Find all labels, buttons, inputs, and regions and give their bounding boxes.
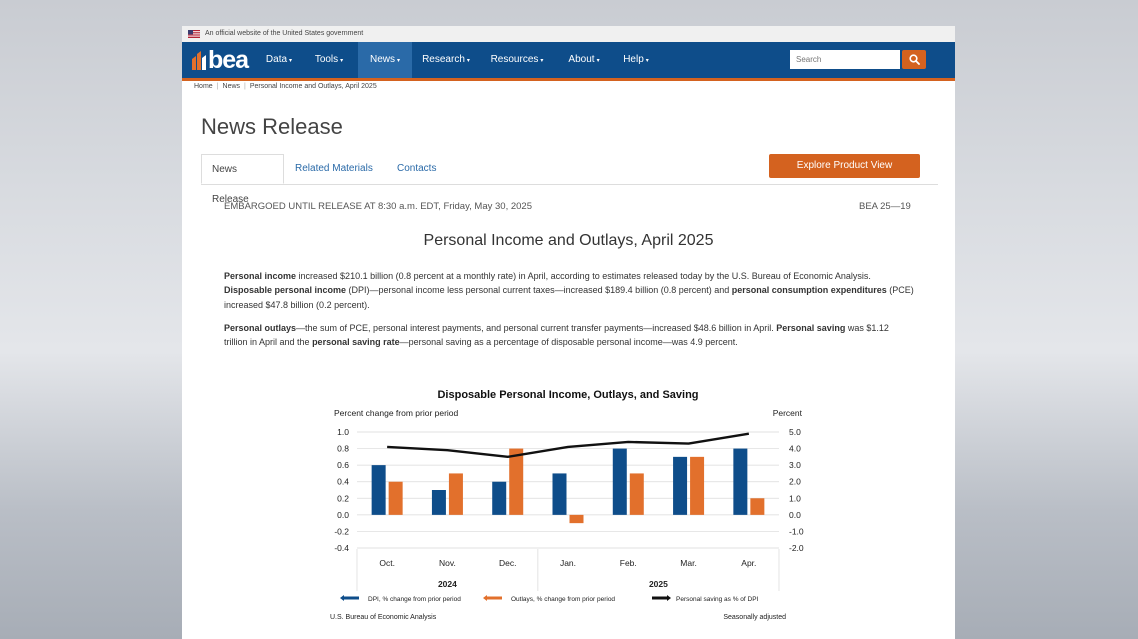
legend-arrow-icon xyxy=(483,595,487,601)
y-tick-right: -1.0 xyxy=(789,526,804,537)
nav-tools-label: Tools xyxy=(314,54,339,65)
x-tick-label: Nov. xyxy=(438,558,456,568)
y-tick-right: 0.0 xyxy=(789,509,801,520)
line-personal-saving-rate xyxy=(387,434,749,457)
nav-help-label: Help xyxy=(623,54,644,65)
bea-logo-mark-icon xyxy=(190,50,208,70)
bar-dpi xyxy=(673,457,687,515)
bar-dpi xyxy=(553,473,567,514)
nav-about[interactable] xyxy=(560,42,608,78)
text-segment: —the sum of PCE, personal interest payments, and personal current transfer payments—increased $48.6 billion in April. xyxy=(296,323,777,333)
y-tick-left: 0.8 xyxy=(337,443,349,454)
summary-paragraph-outlays xyxy=(224,321,914,350)
y-tick-right: 4.0 xyxy=(789,443,801,454)
gov-banner xyxy=(182,26,955,42)
y-tick-left: 0.4 xyxy=(337,476,349,487)
term-personal-saving-rate: personal saving rate xyxy=(312,337,400,348)
nav-news-label: News xyxy=(369,54,395,65)
x-tick-label: Jan. xyxy=(559,558,577,568)
term-personal-income: Personal income xyxy=(224,271,297,281)
x-tick-label: Mar. xyxy=(680,558,697,568)
income-outlays-saving-chart xyxy=(322,381,812,626)
bar-outlays xyxy=(750,498,764,515)
bar-dpi xyxy=(372,465,386,515)
x-tick-label: Dec. xyxy=(498,558,517,568)
text-segment: (PCE) increased $47.8 billion (0.2 percent). xyxy=(224,285,914,310)
y-tick-left: 1.0 xyxy=(337,427,349,437)
nav-data[interactable] xyxy=(258,42,300,78)
text-segment: —personal saving as a percentage of disposable personal income—was 4.9 percent. xyxy=(399,337,738,348)
chart-title: Disposable Personal Income, Outlays, and Saving xyxy=(437,389,699,401)
tab-related-materials[interactable]: Related Materials xyxy=(295,163,373,174)
y-tick-left: 0.0 xyxy=(337,509,349,520)
nav-about-label: About xyxy=(568,54,595,65)
x-tick-label: Oct. xyxy=(379,558,395,568)
y-tick-right: 1.0 xyxy=(789,493,801,504)
bea-logo[interactable] xyxy=(190,48,260,72)
term-pce: personal consumption expenditures xyxy=(731,285,887,296)
y-tick-right: -2.0 xyxy=(789,543,804,553)
navbar xyxy=(182,42,955,81)
nav-resources-label: Resources xyxy=(490,54,539,65)
legend-label: DPI, % change from prior period xyxy=(368,596,461,603)
breadcrumb-current: Personal Income and Outlays, April 2025 xyxy=(249,83,377,90)
breadcrumb-separator: | xyxy=(216,83,219,90)
x-tick-label: Feb. xyxy=(619,558,637,568)
tab-news-release[interactable]: News Release xyxy=(201,154,284,184)
summary-paragraph-income xyxy=(224,269,914,312)
legend-label: Personal saving as % of DPI xyxy=(676,596,759,603)
y-tick-right: 2.0 xyxy=(789,476,801,487)
chevron-down-icon: ▾ xyxy=(540,58,544,64)
us-flag-icon xyxy=(188,30,200,38)
bar-outlays xyxy=(389,482,403,515)
breadcrumb-news[interactable]: News xyxy=(222,83,241,90)
chevron-down-icon: ▾ xyxy=(645,58,649,64)
text-segment: increased $210.1 billion (0.8 percent at a monthly rate) in April, according to estimates released today by the U.S. Bureau of Economic Analysis. xyxy=(296,271,871,281)
bar-outlays xyxy=(630,473,644,514)
release-number: BEA 25—19 xyxy=(859,201,911,212)
chart-source: U.S. Bureau of Economic Analysis xyxy=(330,614,437,621)
breadcrumb xyxy=(194,83,377,90)
y-axis-right-label: Percent xyxy=(772,408,802,418)
nav-research-label: Research xyxy=(422,54,465,65)
nav-tools[interactable] xyxy=(308,42,350,78)
bar-outlays xyxy=(690,457,704,515)
bar-dpi xyxy=(432,490,446,515)
page-title: News Release xyxy=(201,114,343,139)
search-input[interactable] xyxy=(790,50,900,69)
nav-news[interactable] xyxy=(358,42,412,78)
breadcrumb-home[interactable]: Home xyxy=(194,83,213,90)
chart-note: Seasonally adjusted xyxy=(723,614,786,621)
chevron-down-icon: ▾ xyxy=(466,58,470,64)
chevron-down-icon: ▾ xyxy=(596,58,600,64)
nav-resources[interactable] xyxy=(485,42,549,78)
y-axis-left-label: Percent change from prior period xyxy=(334,408,459,418)
page xyxy=(182,26,955,639)
bar-outlays xyxy=(570,515,584,523)
x-tick-label: Apr. xyxy=(741,558,757,568)
text-segment: (DPI)—personal income less personal current taxes—increased $189.4 billion (0.8 percent) and xyxy=(346,285,732,296)
search-icon xyxy=(909,54,920,65)
legend-arrow-icon xyxy=(340,595,344,601)
bar-outlays xyxy=(509,449,523,515)
tab-contacts[interactable]: Contacts xyxy=(397,163,437,174)
y-tick-left: 0.2 xyxy=(337,493,349,504)
y-tick-right: 3.0 xyxy=(789,460,801,471)
year-label: 2024 xyxy=(437,579,457,589)
legend-label: Outlays, % change from prior period xyxy=(511,596,616,603)
bea-logo-text: bea xyxy=(208,46,249,74)
text-segment: was $1.12 trillion in April and the xyxy=(224,323,889,348)
nav-data-label: Data xyxy=(265,54,288,65)
chevron-down-icon: ▾ xyxy=(340,58,344,64)
search-button[interactable] xyxy=(902,50,926,69)
bar-dpi xyxy=(613,449,627,515)
nav-research[interactable] xyxy=(416,42,476,78)
bar-dpi xyxy=(733,449,747,515)
breadcrumb-separator: | xyxy=(244,83,246,90)
embargo-notice: EMBARGOED UNTIL RELEASE AT 8:30 a.m. EDT, Friday, May 30, 2025 xyxy=(224,201,532,212)
legend-arrow-icon xyxy=(667,595,671,601)
term-personal-saving: Personal saving xyxy=(776,323,846,333)
y-tick-right: 5.0 xyxy=(789,427,801,437)
bar-dpi xyxy=(492,482,506,515)
gov-banner-text: An official website of the United States government xyxy=(205,30,364,37)
chevron-down-icon: ▾ xyxy=(397,58,401,64)
bar-outlays xyxy=(449,473,463,514)
chevron-down-icon: ▾ xyxy=(289,58,293,64)
term-disposable-personal-income: Disposable personal income xyxy=(224,285,347,296)
y-tick-left: -0.2 xyxy=(334,526,349,537)
y-tick-left: -0.4 xyxy=(334,543,349,553)
release-title: Personal Income and Outlays, April 2025 xyxy=(423,232,714,249)
year-label: 2025 xyxy=(648,579,668,589)
nav-help[interactable] xyxy=(616,42,656,78)
explore-product-view-button[interactable]: Explore Product View xyxy=(769,154,920,178)
term-personal-outlays: Personal outlays xyxy=(224,323,297,333)
y-tick-left: 0.6 xyxy=(337,460,349,471)
